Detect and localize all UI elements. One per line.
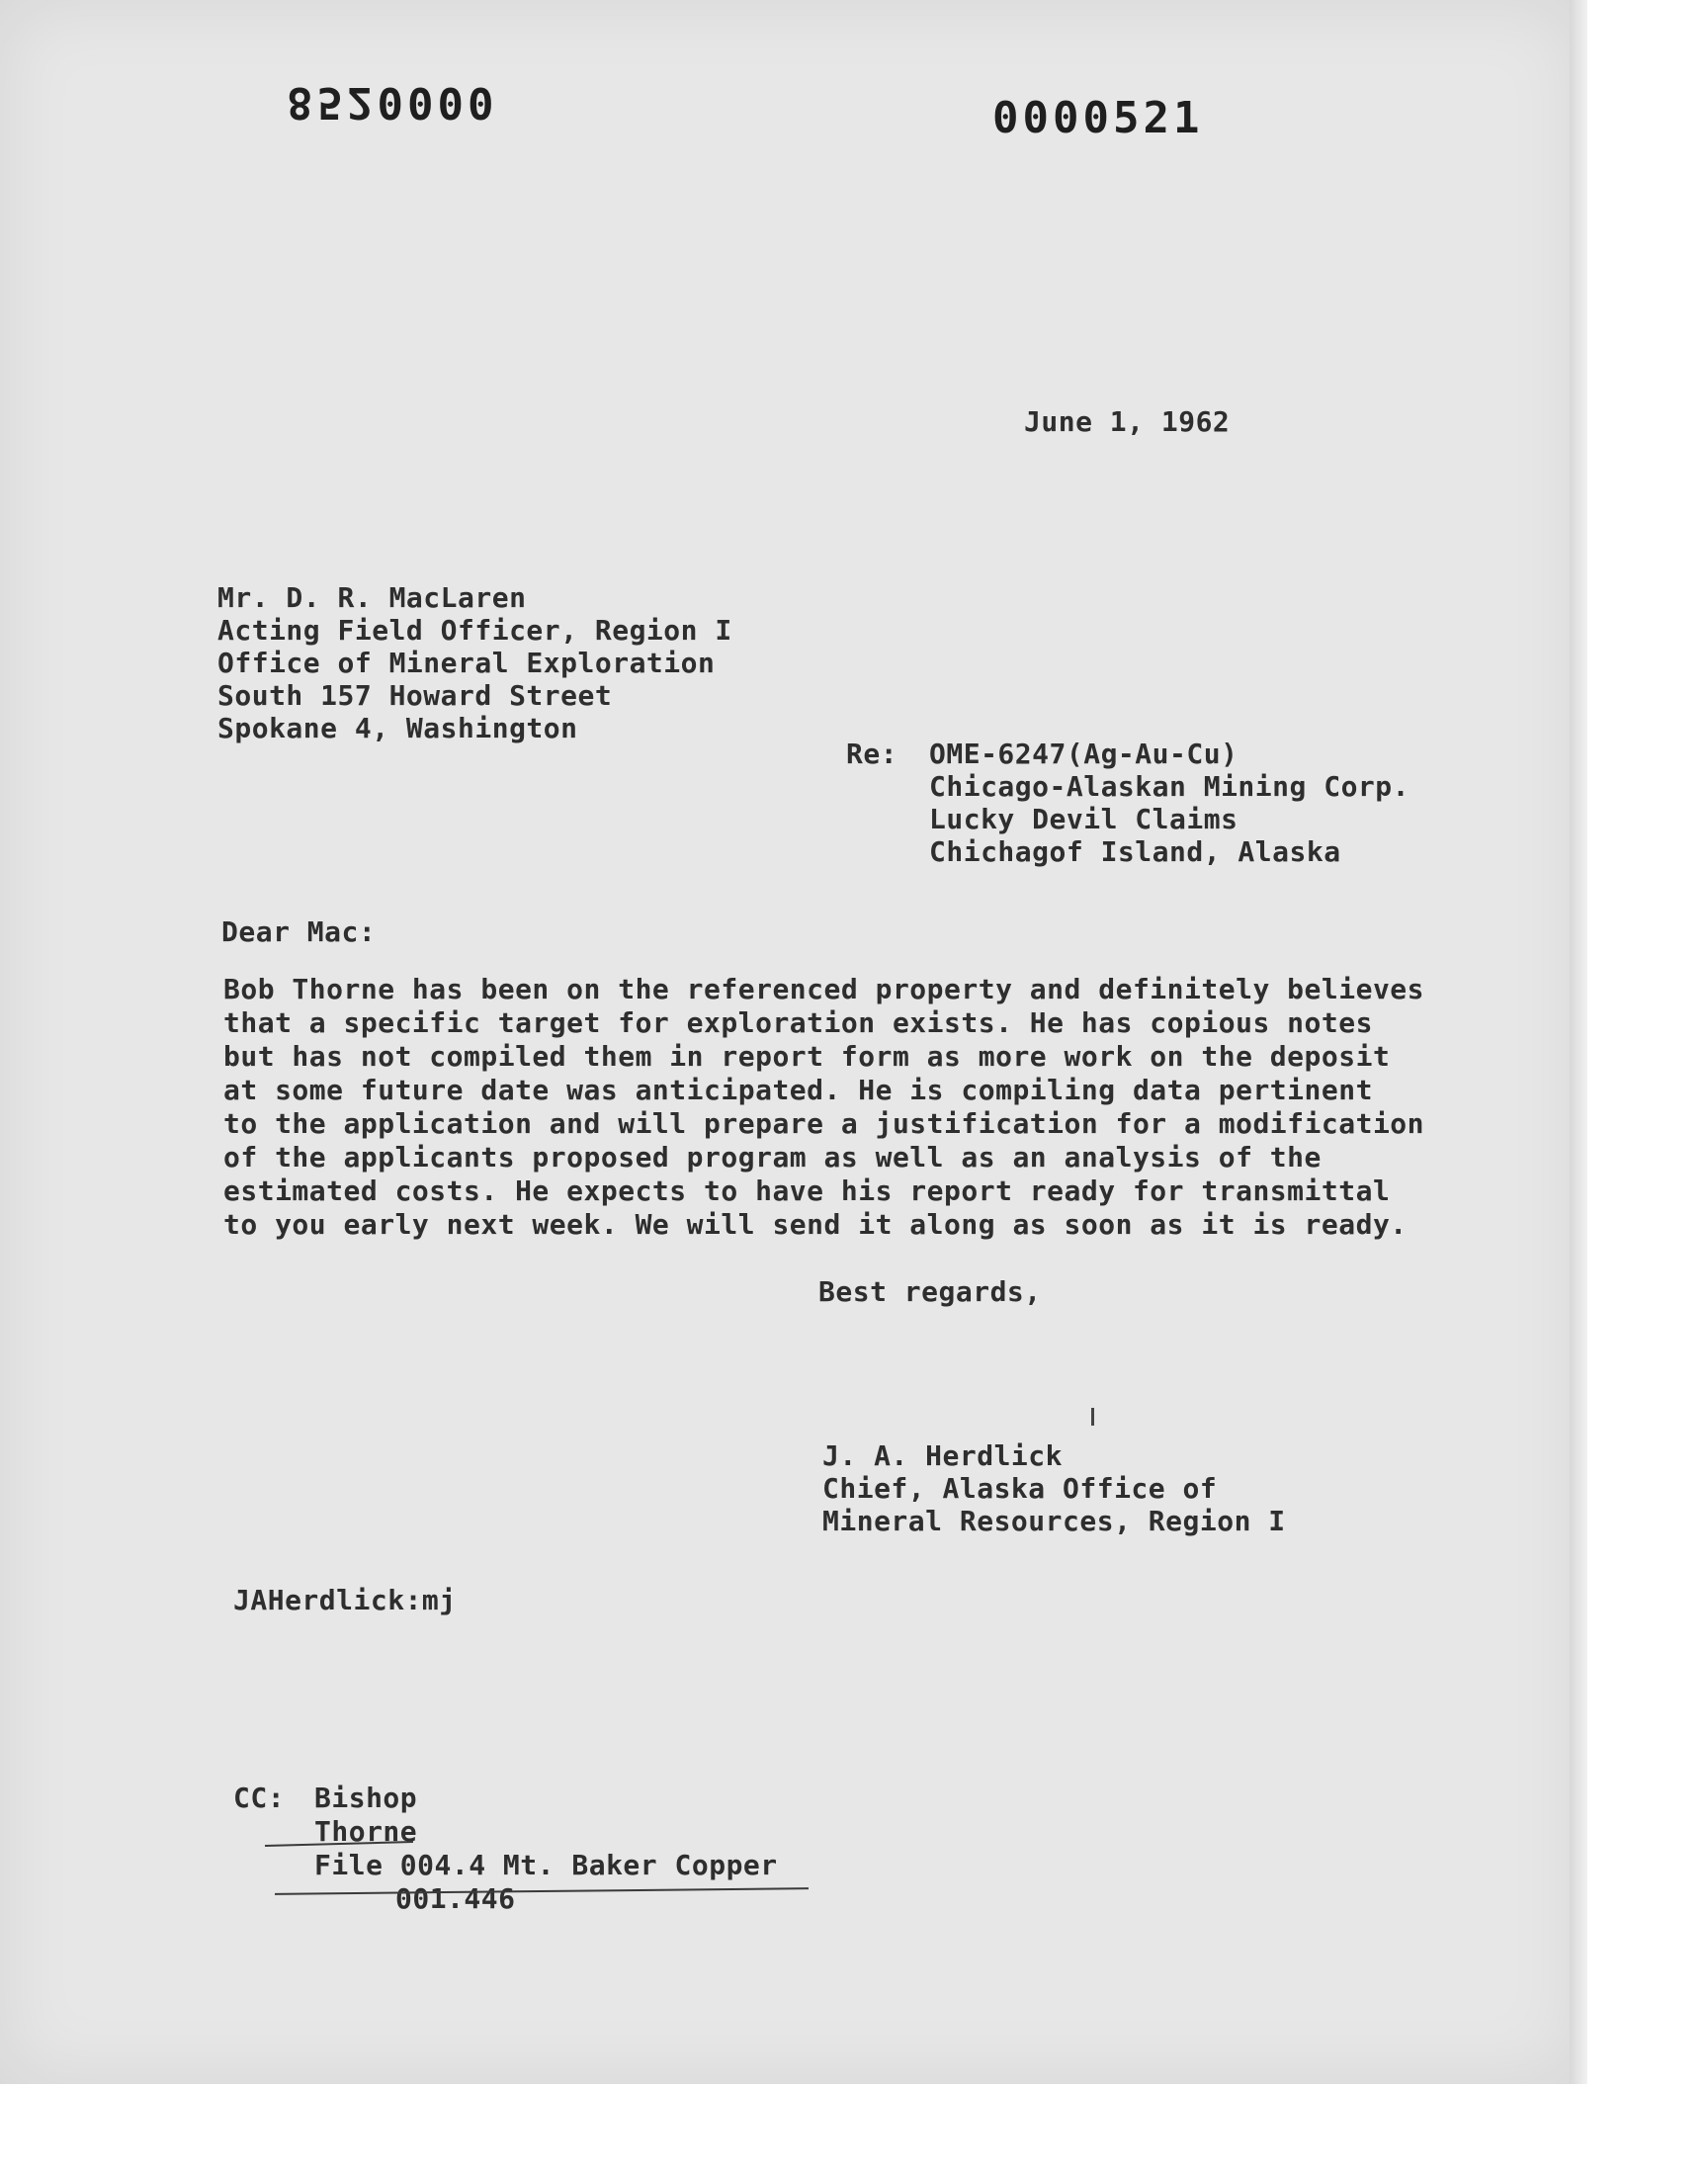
letter-date: June 1, 1962 (1024, 405, 1231, 438)
signature-name: J. A. Herdlick (822, 1439, 1064, 1472)
re-label: Re: (846, 738, 898, 770)
salutation: Dear Mac: (221, 915, 377, 948)
body-line: to you early next week. We will send it along as soon as it is ready. (223, 1208, 1408, 1241)
closing: Best regards, (818, 1275, 1042, 1308)
re-line: Chichagof Island, Alaska (929, 835, 1341, 868)
sheet-edge (1570, 0, 1587, 2084)
signature-title: Mineral Resources, Region I (822, 1505, 1286, 1537)
body-line: Bob Thorne has been on the referenced property and definitely believes (223, 973, 1425, 1005)
addressee-line: Spokane 4, Washington (217, 712, 578, 744)
addressee-line: Office of Mineral Exploration (217, 647, 716, 679)
cc-line: File 004.4 Mt. Baker Copper (314, 1849, 778, 1881)
addressee-line: Acting Field Officer, Region I (217, 614, 732, 647)
re-line: OME-6247(Ag-Au-Cu) (929, 738, 1238, 770)
body-line: at some future date was anticipated. He is compiling data pertinent (223, 1074, 1373, 1106)
signature-title: Chief, Alaska Office of (822, 1472, 1218, 1505)
stamp-number-right: 0000521 (992, 93, 1204, 143)
stamp-number-left: 8520000 (287, 77, 498, 128)
body-line: estimated costs. He expects to have his report ready for transmittal (223, 1174, 1391, 1207)
body-line: of the applicants proposed program as well as an analysis of the (223, 1141, 1322, 1174)
typist-initials: JAHerdlick:mj (233, 1584, 457, 1616)
re-line: Lucky Devil Claims (929, 803, 1238, 835)
body-line: to the application and will prepare a justification for a modification (223, 1107, 1425, 1140)
stray-mark (1091, 1408, 1094, 1426)
cc-line: Bishop (314, 1782, 418, 1814)
body-line: but has not compiled them in report form as more work on the deposit (223, 1040, 1391, 1073)
addressee-line: South 157 Howard Street (217, 679, 613, 712)
cc-line: Thorne (314, 1815, 418, 1848)
body-line: that a specific target for exploration exists. He has copious notes (223, 1006, 1373, 1039)
cc-line: 001.446 (395, 1882, 516, 1915)
re-line: Chicago-Alaskan Mining Corp. (929, 770, 1410, 803)
addressee-line: Mr. D. R. MacLaren (217, 581, 527, 614)
cc-label: CC: (233, 1782, 286, 1814)
